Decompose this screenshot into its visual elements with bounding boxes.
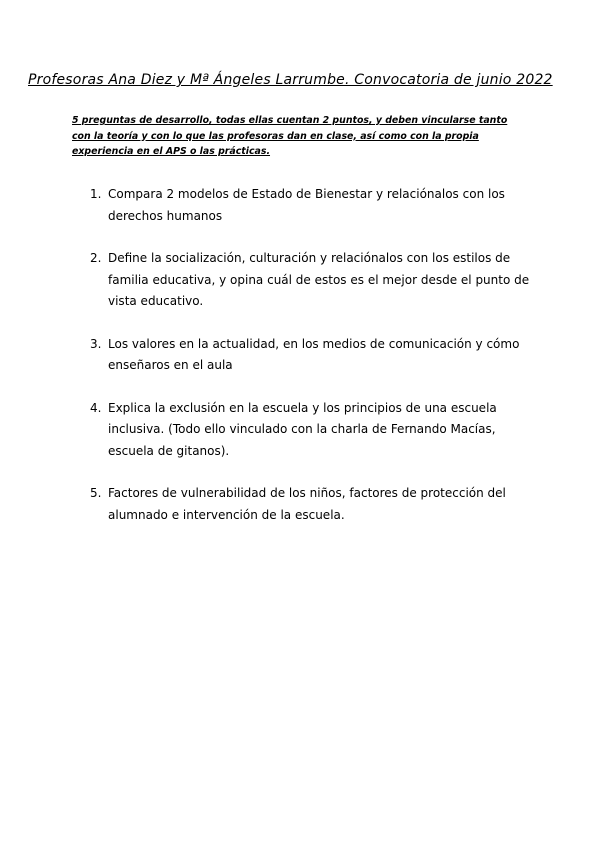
question-text: Los valores en la actualidad, en los medios de comunicación y cómo enseñaros en el aula [108, 336, 520, 372]
question-number: 2. [90, 251, 102, 265]
question-text: Factores de vulnerabilidad de los niños, factores de protección del alumnado e intervención de la escuela. [108, 486, 506, 522]
question-text: Define la socialización, culturación y relaciónalos con los estilos de familia educativa, y opina cuál de estos es el mejor desde el punto de vista educativo. [108, 251, 530, 308]
question-number: 4. [90, 400, 102, 415]
question-item [90, 248, 530, 313]
question-item [90, 483, 530, 526]
question-list [90, 184, 530, 547]
exam-title: Profesoras Ana Diez y Mª Ángeles Larrumbe. Convocatoria de junio 2022 [28, 72, 553, 88]
question-item [90, 184, 530, 227]
question-item [90, 334, 530, 377]
question-text: Compara 2 modelos de Estado de Bienestar y relaciónalos con los derechos humanos [108, 187, 505, 223]
question-text: Explica la exclusión en la escuela y los principios de una escuela inclusiva. (Todo ello vinculado con la charla de Fernando Macías, escuela de gitanos). [108, 400, 497, 458]
question-item [90, 398, 530, 463]
question-number: 5. [90, 486, 102, 500]
exam-instructions: 5 preguntas de desarrollo, todas ellas cuentan 2 puntos, y deben vincularse tanto con la teoría y con lo que las profesoras dan en clase, así como con la propia experiencia en el APS o las prácticas. [72, 115, 508, 157]
question-number: 3. [90, 336, 102, 351]
question-number: 1. [90, 187, 102, 201]
